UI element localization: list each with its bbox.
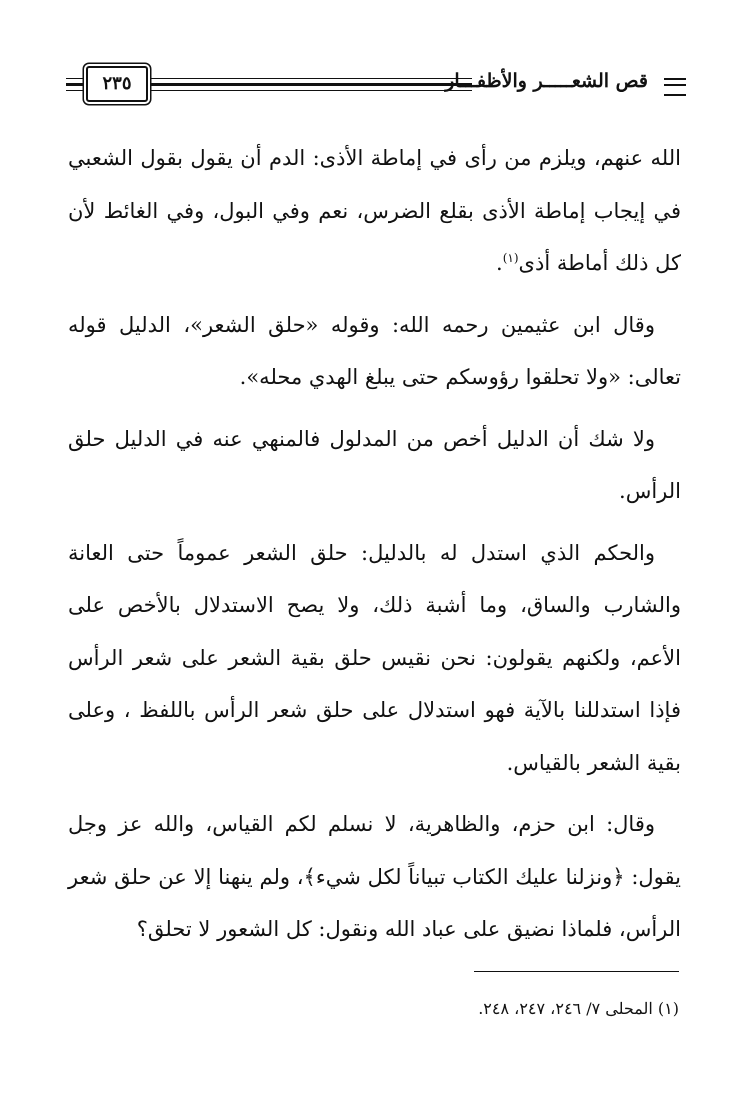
paragraph-2: وقال ابن عثيمين رحمه الله: وقوله «حلق الشعر»، الدليل قوله تعالى: «ولا تحلقوا رؤوسكم حتى يبلغ الهدي محله». bbox=[68, 312, 681, 389]
footnote-reference: (١) bbox=[502, 251, 519, 265]
footnote-divider bbox=[474, 971, 679, 972]
book-title: قص الشعـــــر والأظفـــار bbox=[445, 70, 648, 92]
header-ornament-icon bbox=[664, 78, 686, 96]
paragraph-4: والحكم الذي استدل له بالدليل: حلق الشعر عموماً حتى العانة والشارب والساق، وما أشبة ذلك، ولا يصح الاستدلال بالأخص على الأعم، ولكنهم يقولون: نحن نقيس حلق بقية الشعر على شعر الرأس فإذا استدللنا بالآية فهو استدلال على حلق شعر الرأس باللفظ ، وعلى بقية الشعر بالقياس. bbox=[68, 540, 681, 775]
page-number: ٢٣٥ bbox=[86, 66, 148, 102]
paragraph-3: ولا شك أن الدليل أخص من المدلول فالمنهي عنه في الدليل حلق الرأس. bbox=[68, 426, 681, 503]
footnotes bbox=[68, 996, 679, 1022]
footnote-1: (١) المحلى ٧/ ٢٤٦، ٢٤٧، ٢٤٨. bbox=[478, 999, 679, 1018]
main-text bbox=[68, 132, 681, 965]
running-header bbox=[66, 66, 686, 106]
paragraph-1: الله عنهم، ويلزم من رأى في إماطة الأذى: الدم أن يقول بقول الشعبي في إيجاب إماطة الأذى بقلع الضرس، نعم وفي البول، وفي الغائط لأن كل ذلك أماطة أذى$^{(١)}$. bbox=[68, 146, 681, 275]
paragraph-5: وقال: ابن حزم، والظاهرية، لا نسلم لكم القياس، والله عز وجل يقول: ﴿ونزلنا عليك الكتاب تبياناً لكل شيء﴾، ولم ينهنا إلا عن حلق شعر الرأس، فلماذا نضيق على عباد الله ونقول: كل الشعور لا تحلق؟ bbox=[68, 812, 681, 941]
